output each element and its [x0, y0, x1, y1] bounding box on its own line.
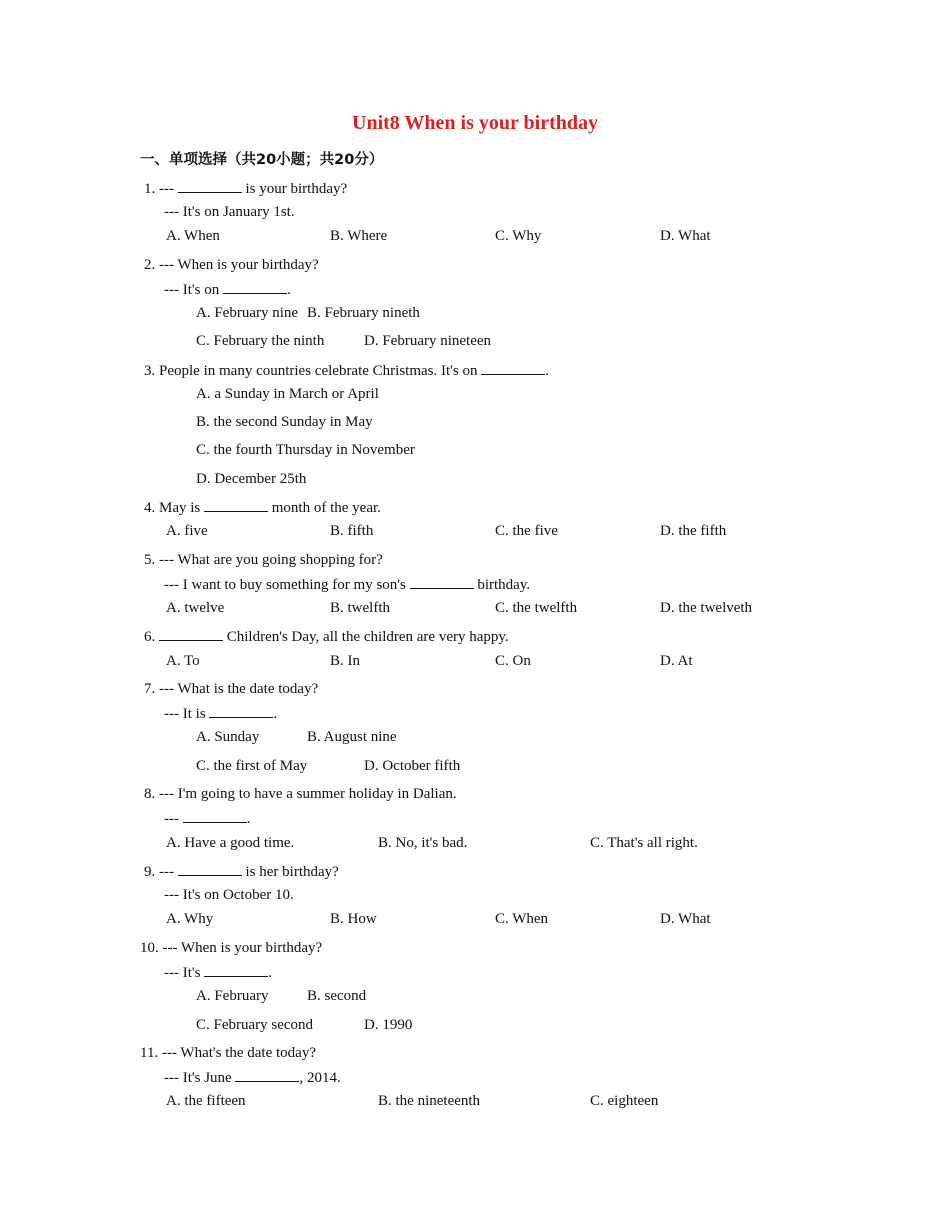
option-a[interactable]: A. five [166, 523, 208, 539]
answer-blank[interactable] [178, 178, 242, 193]
question-number: 3. [144, 363, 156, 379]
answer-blank[interactable] [223, 279, 287, 294]
option-c[interactable]: C. the first of May [196, 758, 308, 774]
answer-line: --- It's on January 1st. [164, 204, 295, 220]
question-number: 5. [144, 552, 156, 568]
option-c[interactable]: C. February the ninth [196, 333, 325, 349]
question-text-post: birthday. [477, 577, 531, 593]
answer-blank[interactable] [159, 626, 223, 641]
option-c[interactable]: C. Why [495, 228, 542, 244]
option-d[interactable]: D. At [660, 653, 693, 669]
question-text-post: is her birthday? [245, 864, 339, 880]
option-b[interactable]: B. February nineth [307, 305, 420, 321]
question-stem: --- What are you going shopping for? [159, 552, 383, 568]
question-text-pre: --- [164, 811, 179, 827]
question-text-pre: People in many countries celebrate Christmas. It's on [159, 363, 478, 379]
question-number: 10. [140, 940, 159, 956]
question-text-post: , 2014. [299, 1070, 341, 1086]
question-stem: --- What is the date today? [159, 681, 319, 697]
question-number: 2. [144, 257, 156, 273]
option-c[interactable]: C. the five [495, 523, 558, 539]
option-a[interactable]: A. twelve [166, 600, 225, 616]
option-c[interactable]: C. the fourth Thursday in November [196, 442, 415, 458]
question-text-pre: --- It's on [164, 282, 220, 298]
answer-blank[interactable] [481, 360, 545, 375]
option-a[interactable]: A. When [166, 228, 220, 244]
question-text-pre: --- [159, 864, 174, 880]
question-number: 1. [144, 181, 156, 197]
question-text-post: Children's Day, all the children are very happy. [226, 629, 509, 645]
question-number: 11. [140, 1045, 159, 1061]
answer-blank[interactable] [204, 497, 268, 512]
question-text-post: . [246, 811, 251, 827]
question-text-post: is your birthday? [245, 181, 348, 197]
option-b[interactable]: B. No, it's bad. [378, 835, 468, 851]
option-a[interactable]: A. February nine [196, 305, 299, 321]
page-title: Unit8 When is your birthday [352, 112, 598, 134]
option-d[interactable]: D. What [660, 911, 711, 927]
question-text-post: . [286, 282, 291, 298]
question-stem: --- When is your birthday? [162, 940, 323, 956]
answer-line: --- It's on October 10. [164, 887, 294, 903]
question-text-pre: --- It's June [164, 1070, 232, 1086]
option-b[interactable]: B. second [307, 988, 367, 1004]
answer-blank[interactable] [410, 574, 474, 589]
option-a[interactable]: A. February [196, 988, 269, 1004]
question-stem: --- When is your birthday? [159, 257, 319, 273]
option-b[interactable]: B. August nine [307, 729, 397, 745]
option-d[interactable]: D. 1990 [364, 1017, 413, 1033]
option-d[interactable]: D. December 25th [196, 471, 307, 487]
option-b[interactable]: B. fifth [330, 523, 374, 539]
option-c[interactable]: C. February second [196, 1017, 314, 1033]
option-c[interactable]: C. eighteen [590, 1093, 659, 1109]
answer-blank[interactable] [235, 1067, 299, 1082]
option-b[interactable]: B. How [330, 911, 377, 927]
question-number: 6. [144, 629, 156, 645]
option-b[interactable]: B. In [330, 653, 360, 669]
question-text-post: month of the year. [271, 500, 381, 516]
question-stem: --- What's the date today? [161, 1045, 316, 1061]
question-text-pre: --- I want to buy something for my son's [164, 577, 406, 593]
option-b[interactable]: B. the second Sunday in May [196, 414, 373, 430]
question-text-post: . [545, 363, 549, 379]
question-text-pre: May is [159, 500, 201, 516]
option-c[interactable]: C. On [495, 653, 531, 669]
question-text-pre: --- It is [164, 706, 206, 722]
answer-blank[interactable] [209, 703, 273, 718]
question-number: 7. [144, 681, 156, 697]
option-d[interactable]: D. What [660, 228, 711, 244]
option-d[interactable]: D. October fifth [364, 758, 461, 774]
question-stem: --- I'm going to have a summer holiday in Dalian. [159, 786, 457, 802]
option-c[interactable]: C. the twelfth [495, 600, 578, 616]
option-a[interactable]: A. the fifteen [166, 1093, 246, 1109]
option-a[interactable]: A. a Sunday in March or April [196, 386, 379, 402]
question-text-post: . [273, 706, 278, 722]
question-text-pre: --- It's [164, 965, 201, 981]
option-a[interactable]: A. To [166, 653, 200, 669]
option-c[interactable]: C. When [495, 911, 549, 927]
option-c[interactable]: C. That's all right. [590, 835, 698, 851]
option-d[interactable]: D. the fifth [660, 523, 727, 539]
section-heading: 一、单项选择（共20小题；共20分） [140, 152, 384, 168]
question-number: 9. [144, 864, 156, 880]
option-a[interactable]: A. Sunday [196, 729, 260, 745]
question-text-post: . [268, 965, 272, 981]
answer-blank[interactable] [178, 861, 242, 876]
option-b[interactable]: B. Where [330, 228, 388, 244]
option-a[interactable]: A. Have a good time. [166, 835, 295, 851]
answer-blank[interactable] [204, 962, 268, 977]
option-b[interactable]: B. the nineteenth [378, 1093, 481, 1109]
option-a[interactable]: A. Why [166, 911, 214, 927]
option-d[interactable]: D. the twelveth [660, 600, 753, 616]
answer-blank[interactable] [183, 808, 247, 823]
option-b[interactable]: B. twelfth [330, 600, 390, 616]
question-text-pre: --- [159, 181, 174, 197]
question-number: 4. [144, 500, 156, 516]
question-number: 8. [144, 786, 156, 802]
option-d[interactable]: D. February nineteen [364, 333, 492, 349]
